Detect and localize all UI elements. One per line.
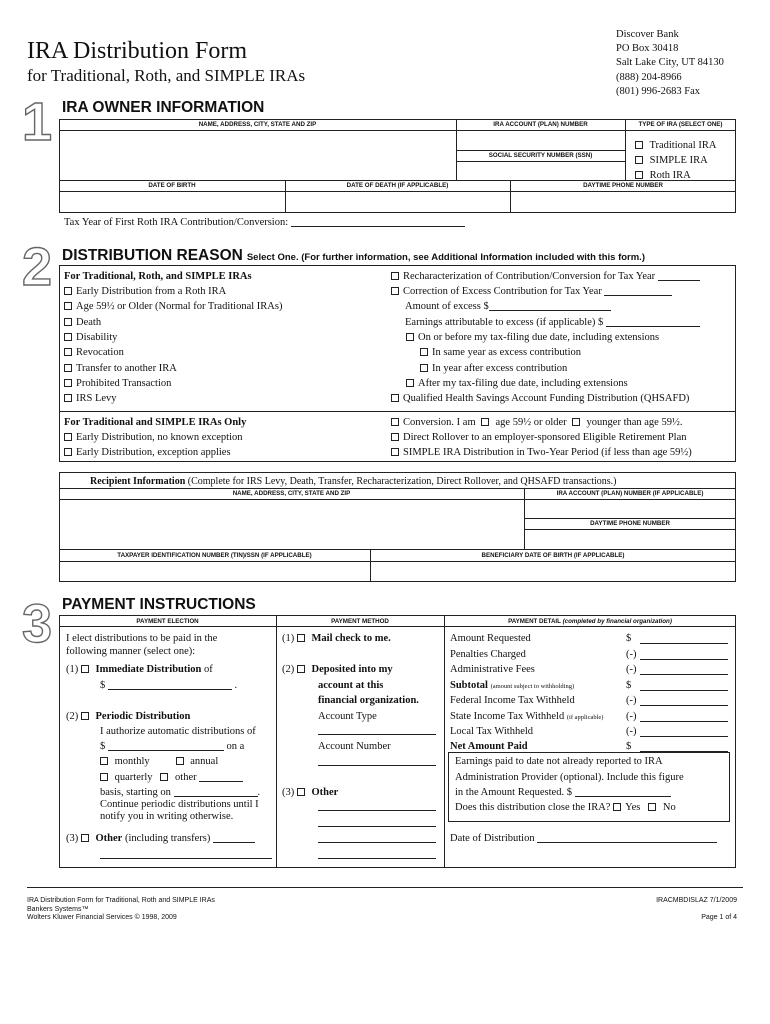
option-label: Other: [95, 833, 123, 844]
option-number: (1): [66, 664, 79, 675]
bank-address: [616, 28, 724, 99]
checkbox-monthly[interactable]: [100, 757, 108, 765]
yes-label: Yes: [625, 802, 641, 813]
checkbox[interactable]: [297, 634, 305, 642]
reason-recharacterization[interactable]: [391, 270, 700, 283]
detail-state-tax: [450, 710, 603, 724]
detail-field-6[interactable]: [640, 736, 728, 737]
option-number: (2): [66, 711, 79, 722]
ira-type-traditional[interactable]: [635, 139, 716, 152]
election-other[interactable]: [66, 832, 255, 845]
option-label: Other: [311, 787, 339, 798]
payment-detail-title: PAYMENT DETAIL: [508, 618, 561, 625]
earnings-text-3-label: in the Amount Requested. $: [455, 787, 572, 798]
option-label: After my tax-filing due date, including extensions: [418, 378, 628, 389]
frequency-row-2: [100, 771, 243, 784]
bank-city: Salt Lake City, UT 84130: [616, 57, 724, 69]
option-label: On or before my tax-filing due date, including extensions: [418, 332, 660, 343]
option-number: (3): [282, 787, 295, 798]
detail-field-0[interactable]: [640, 643, 728, 644]
checkbox[interactable]: [391, 394, 399, 402]
option-label: Death: [76, 317, 102, 328]
freq-other-field[interactable]: [199, 771, 243, 782]
method-deposit-line-3: financial organization.: [318, 695, 419, 706]
account-type-label: Account Type: [318, 711, 377, 722]
option-label: In year after excess contribution: [432, 363, 568, 374]
detail-sign-3: $: [626, 680, 632, 691]
checkbox[interactable]: [297, 665, 305, 673]
option-label: Transfer to another IRA: [76, 363, 177, 374]
form-title: IRA Distribution Form: [27, 38, 248, 64]
recipient-title-note: (Complete for IRS Levy, Death, Transfer, Recharacterization, Direct Rollover, and QHSAFD transactions.): [185, 476, 617, 487]
option-suffix: of: [201, 664, 213, 675]
correction-year-field[interactable]: [604, 285, 672, 296]
detail-federal-tax: [450, 694, 575, 707]
bank-po-box: PO Box 30418: [616, 43, 679, 55]
option-label: younger than age 59½.: [586, 417, 683, 428]
checkbox[interactable]: [81, 834, 89, 842]
owner-name-field[interactable]: [60, 131, 455, 179]
reason-early-roth[interactable]: [64, 285, 226, 298]
option-label: Direct Rollover to an employer-sponsored Eligible Retirement Plan: [403, 432, 687, 443]
checkbox[interactable]: [64, 348, 72, 356]
dollar-sign: $: [100, 680, 106, 691]
checkbox[interactable]: [81, 665, 89, 673]
section-1-heading: IRA OWNER INFORMATION: [62, 99, 265, 116]
reason-conversion[interactable]: [391, 416, 682, 429]
checkbox[interactable]: [420, 348, 428, 356]
checkbox[interactable]: [635, 171, 643, 179]
option-label: Traditional IRA: [649, 140, 717, 151]
option-note: (including transfers): [124, 833, 211, 844]
detail-subtotal: [450, 679, 574, 693]
option-label: Qualified Health Savings Account Funding Distribution (QHSAFD): [403, 393, 690, 404]
earnings-line: [405, 316, 700, 329]
excess-same-year[interactable]: [420, 346, 581, 359]
checkbox[interactable]: [406, 379, 414, 387]
detail-field-2[interactable]: [640, 674, 728, 675]
detail-label: State Income Tax Withheld: [450, 711, 565, 722]
reason-age-59[interactable]: [64, 300, 282, 313]
phone-label: DAYTIME PHONE NUMBER: [583, 182, 663, 189]
close-ira-question: [455, 801, 676, 814]
checkbox[interactable]: [391, 418, 399, 426]
continue-line-1: Continue periodic distributions until I: [100, 799, 259, 810]
checkbox[interactable]: [391, 272, 399, 280]
section-2-heading: DISTRIBUTION REASON: [62, 247, 243, 264]
detail-sign-7: $: [626, 741, 632, 752]
freq-annual-label: annual: [190, 756, 219, 767]
section-2-number: 2: [22, 237, 53, 297]
recipient-name-field[interactable]: [60, 500, 523, 548]
bank-phone: (888) 204-8966: [616, 71, 682, 83]
section-3-number: 3: [22, 594, 53, 654]
date-of-distribution-field[interactable]: [537, 832, 717, 843]
owner-account-field[interactable]: [457, 131, 624, 150]
footer-right: [656, 897, 737, 923]
date-of-distribution: [450, 832, 717, 845]
option-label: Early Distribution, no known exception: [76, 432, 243, 443]
periodic-amount-line: [100, 740, 244, 753]
footer-copyright: Wolters Kluwer Financial Services © 1998, 2009: [27, 914, 177, 921]
option-label: Mail check to me.: [311, 633, 391, 644]
option-label: Early Distribution from a Roth IRA: [76, 286, 227, 297]
reason-simple-two-year[interactable]: [391, 446, 692, 459]
option-label: Age 59½ or Older (Normal for Traditional IRAs): [76, 301, 283, 312]
detail-field-1[interactable]: [640, 659, 728, 660]
checkbox[interactable]: [391, 287, 399, 295]
detail-note: (if applicable): [566, 714, 604, 721]
detail-local-tax: [450, 725, 533, 738]
method-mail-check[interactable]: [282, 632, 391, 645]
periodic-authorize: I authorize automatic distributions of: [100, 726, 256, 737]
section-1-number: 1: [22, 92, 53, 152]
detail-note: (amount subject to withholding): [490, 683, 575, 690]
option-label: IRS Levy: [76, 393, 117, 404]
ira-type-label: TYPE OF IRA (SELECT ONE): [638, 121, 723, 128]
earnings-field[interactable]: [606, 316, 700, 327]
reason-transfer[interactable]: [64, 362, 177, 375]
detail-label: Subtotal: [450, 680, 488, 691]
earnings-text-1: Earnings paid to date not already reported to IRA: [455, 756, 663, 767]
option-label: In same year as excess contribution: [432, 347, 581, 358]
option-label: Deposited into my: [311, 664, 393, 675]
detail-label: Local Tax Withheld: [450, 726, 534, 737]
recipient-account-label: IRA ACCOUNT (PLAN) NUMBER (IF APPLICABLE): [556, 490, 704, 497]
detail-field-5[interactable]: [640, 721, 728, 722]
earnings-text-2: Administration Provider (optional). Include this figure: [455, 772, 684, 783]
election-intro-1: I elect distributions to be paid in the: [66, 633, 218, 644]
checkbox[interactable]: [64, 287, 72, 295]
immediate-amount-field[interactable]: [108, 679, 232, 690]
frequency-row-1: [100, 755, 218, 768]
option-label: Revocation: [76, 347, 124, 358]
owner-name-label: NAME, ADDRESS, CITY, STATE AND ZIP: [198, 121, 317, 128]
footer-publisher: Bankers Systems™: [27, 905, 89, 913]
checkbox[interactable]: [297, 788, 305, 796]
option-label: SIMPLE IRA: [649, 155, 708, 166]
beneficiary-dob-field[interactable]: [371, 562, 735, 581]
owner-account-label: IRA ACCOUNT (PLAN) NUMBER: [493, 121, 588, 128]
excess-on-before-due[interactable]: [406, 331, 659, 344]
checkbox-other[interactable]: [160, 773, 168, 781]
bank-fax: (801) 996-2683 Fax: [616, 85, 700, 97]
owner-ssn-field[interactable]: [457, 162, 624, 179]
checkbox-annual[interactable]: [176, 757, 184, 765]
reason-revocation[interactable]: [64, 346, 124, 359]
excess-amount-line: [405, 300, 611, 313]
checkbox[interactable]: [572, 418, 580, 426]
option-label: Recharacterization of Contribution/Conversion for Tax Year: [403, 271, 656, 282]
recipient-tin-label: TAXPAYER IDENTIFICATION NUMBER (TIN)/SSN (IF APPLICABLE): [117, 552, 312, 559]
checkbox[interactable]: [64, 379, 72, 387]
freq-quarterly-label: quarterly: [114, 772, 153, 783]
earnings-label: Earnings attributable to excess (if applicable) $: [405, 317, 604, 328]
close-ira-label: Does this distribution close the IRA?: [455, 802, 611, 813]
checkbox[interactable]: [64, 318, 72, 326]
method-other-line-4[interactable]: [318, 858, 436, 859]
checkbox[interactable]: [635, 156, 643, 164]
detail-field-3[interactable]: [640, 690, 728, 691]
periodic-amount-field[interactable]: [108, 740, 224, 751]
payment-method-label: PAYMENT METHOD: [331, 618, 389, 625]
group2-title: For Traditional and SIMPLE IRAs Only: [64, 417, 247, 428]
checkbox[interactable]: [481, 418, 489, 426]
roth-tax-year-field[interactable]: [291, 216, 465, 227]
checkbox[interactable]: [64, 333, 72, 341]
dob-field[interactable]: [60, 192, 284, 212]
checkbox[interactable]: [391, 448, 399, 456]
footer-left: [27, 897, 215, 923]
start-date-label: basis, starting on: [100, 787, 171, 798]
reason-correction[interactable]: [391, 285, 672, 298]
method-deposit-line-2: account at this: [318, 680, 384, 691]
section-2-header: [62, 247, 645, 265]
option-label: Roth IRA: [649, 170, 691, 181]
reason-irs-levy[interactable]: [64, 392, 117, 405]
account-type-field[interactable]: [318, 734, 436, 735]
checkbox-yes[interactable]: [613, 803, 621, 811]
dollar-sign: $: [100, 741, 106, 752]
checkbox[interactable]: [391, 433, 399, 441]
beneficiary-dob-label: BENEFICIARY DATE OF BIRTH (IF APPLICABLE): [481, 552, 625, 559]
excess-amount-field[interactable]: [489, 300, 611, 311]
form-subtitle: for Traditional, Roth, and SIMPLE IRAs: [27, 66, 306, 85]
detail-sign-1: (-): [626, 649, 637, 660]
dob-label: DATE OF BIRTH: [148, 182, 196, 189]
option-number: (1): [282, 633, 295, 644]
reason-early-exception[interactable]: [64, 446, 231, 459]
checkbox-no[interactable]: [648, 803, 656, 811]
option-label: Early Distribution, exception applies: [76, 447, 231, 458]
checkbox[interactable]: [81, 712, 89, 720]
recipient-title: [90, 475, 617, 488]
recipient-account-field[interactable]: [525, 500, 735, 517]
dod-field[interactable]: [286, 192, 509, 212]
reason-early-no-exception[interactable]: [64, 431, 243, 444]
earnings-paid-field[interactable]: [575, 786, 671, 797]
option-label: Prohibited Transaction: [76, 378, 172, 389]
footer-form-code: IRACMBDISLAZ 7/1/2009: [656, 897, 737, 904]
recharacterization-year-field[interactable]: [658, 270, 700, 281]
option-label: Conversion. I am: [403, 417, 476, 428]
checkbox-quarterly[interactable]: [100, 773, 108, 781]
option-number: (3): [66, 833, 79, 844]
roth-tax-year-line: [64, 216, 465, 229]
detail-sign-4: (-): [626, 695, 637, 706]
recipient-title-bold: Recipient Information: [90, 476, 186, 487]
option-label: Disability: [76, 332, 118, 343]
recipient-phone-label: DAYTIME PHONE NUMBER: [590, 520, 670, 527]
owner-ssn-label: SOCIAL SECURITY NUMBER (SSN): [488, 152, 593, 159]
footer-form-name: IRA Distribution Form for Traditional, Roth and SIMPLE IRAs: [27, 897, 215, 904]
detail-field-4[interactable]: [640, 705, 728, 706]
reason-prohibited[interactable]: [64, 377, 171, 390]
checkbox[interactable]: [64, 448, 72, 456]
option-label: Correction of Excess Contribution for Tax Year: [403, 286, 602, 297]
excess-after-year[interactable]: [420, 362, 567, 375]
option-number: (2): [282, 664, 295, 675]
on-a-label: on a: [226, 741, 245, 752]
checkbox[interactable]: [635, 141, 643, 149]
detail-sign-6: (-): [626, 726, 637, 737]
date-of-distribution-label: Date of Distribution: [450, 833, 535, 844]
detail-label: Net Amount Paid: [450, 741, 528, 752]
start-date-line: basis, starting on .: [100, 787, 261, 798]
freq-other-label: other: [175, 772, 197, 783]
start-date-field[interactable]: [174, 786, 258, 797]
continue-line-2: notify you in writing otherwise.: [100, 811, 234, 822]
detail-amount-requested: [450, 632, 531, 645]
detail-label: Administrative Fees: [450, 664, 535, 675]
detail-label: Amount Requested: [450, 633, 531, 644]
recipient-tin-field[interactable]: [60, 562, 369, 581]
roth-tax-year-label: Tax Year of First Roth IRA Contribution/Conversion:: [64, 217, 289, 228]
detail-label: Federal Income Tax Withheld: [450, 695, 575, 706]
option-label: Periodic Distribution: [95, 711, 191, 722]
election-intro-2: following manner (select one):: [66, 646, 196, 657]
election-other-field[interactable]: [213, 832, 255, 843]
reason-disability[interactable]: [64, 331, 117, 344]
checkbox[interactable]: [64, 433, 72, 441]
method-deposit[interactable]: [282, 663, 393, 676]
detail-sign-0: $: [626, 633, 632, 644]
checkbox[interactable]: [420, 364, 428, 372]
checkbox[interactable]: [64, 302, 72, 310]
recipient-name-label: NAME, ADDRESS, CITY, STATE AND ZIP: [232, 490, 351, 497]
earnings-text-3: [455, 786, 671, 799]
detail-sign-2: (-): [626, 664, 637, 675]
option-label: age 59½ or older: [495, 417, 567, 428]
excess-amount-label: Amount of excess $: [405, 301, 489, 312]
method-other-line-3[interactable]: [318, 842, 436, 843]
ira-type-roth[interactable]: [635, 169, 691, 182]
checkbox[interactable]: [406, 333, 414, 341]
bank-name: Discover Bank: [616, 29, 679, 40]
election-periodic[interactable]: [66, 710, 190, 723]
detail-admin-fees: [450, 663, 535, 676]
freq-monthly-label: monthly: [114, 756, 150, 767]
method-other[interactable]: [282, 786, 338, 799]
checkbox[interactable]: [64, 394, 72, 402]
detail-penalties: [450, 648, 526, 661]
section-3-heading: PAYMENT INSTRUCTIONS: [62, 596, 256, 613]
reason-direct-rollover[interactable]: [391, 431, 687, 444]
election-immediate[interactable]: [66, 663, 213, 676]
section-2-note: Select One. (For further information, see Additional Information included with this form.): [246, 252, 645, 263]
detail-sign-5: (-): [626, 711, 637, 722]
account-number-label: Account Number: [318, 741, 391, 752]
payment-election-label: PAYMENT ELECTION: [136, 618, 199, 625]
method-other-line-1[interactable]: [318, 810, 436, 811]
payment-detail-note: (completed by financial organization): [562, 618, 672, 625]
payment-detail-label: [444, 618, 736, 625]
reason-qhsafd[interactable]: [391, 392, 689, 405]
no-label: No: [662, 802, 676, 813]
group1-title: For Traditional, Roth, and SIMPLE IRAs: [64, 271, 252, 282]
footer-page-number: Page 1 of 4: [701, 914, 737, 921]
option-label: Immediate Distribution: [95, 664, 202, 675]
excess-after-due[interactable]: [406, 377, 628, 390]
dod-label: DATE OF DEATH (IF APPLICABLE): [346, 182, 449, 189]
checkbox[interactable]: [64, 364, 72, 372]
option-label: SIMPLE IRA Distribution in Two-Year Period (if less than age 59½): [403, 447, 692, 458]
election-other-line[interactable]: [100, 858, 272, 859]
reason-death[interactable]: [64, 316, 101, 329]
phone-field[interactable]: [511, 192, 735, 212]
recipient-phone-field[interactable]: [525, 530, 735, 548]
account-number-field[interactable]: [318, 765, 436, 766]
immediate-amount-line: $ .: [100, 680, 238, 691]
detail-label: Penalties Charged: [450, 649, 526, 660]
ira-type-simple[interactable]: [635, 154, 708, 167]
method-other-line-2[interactable]: [318, 826, 436, 827]
